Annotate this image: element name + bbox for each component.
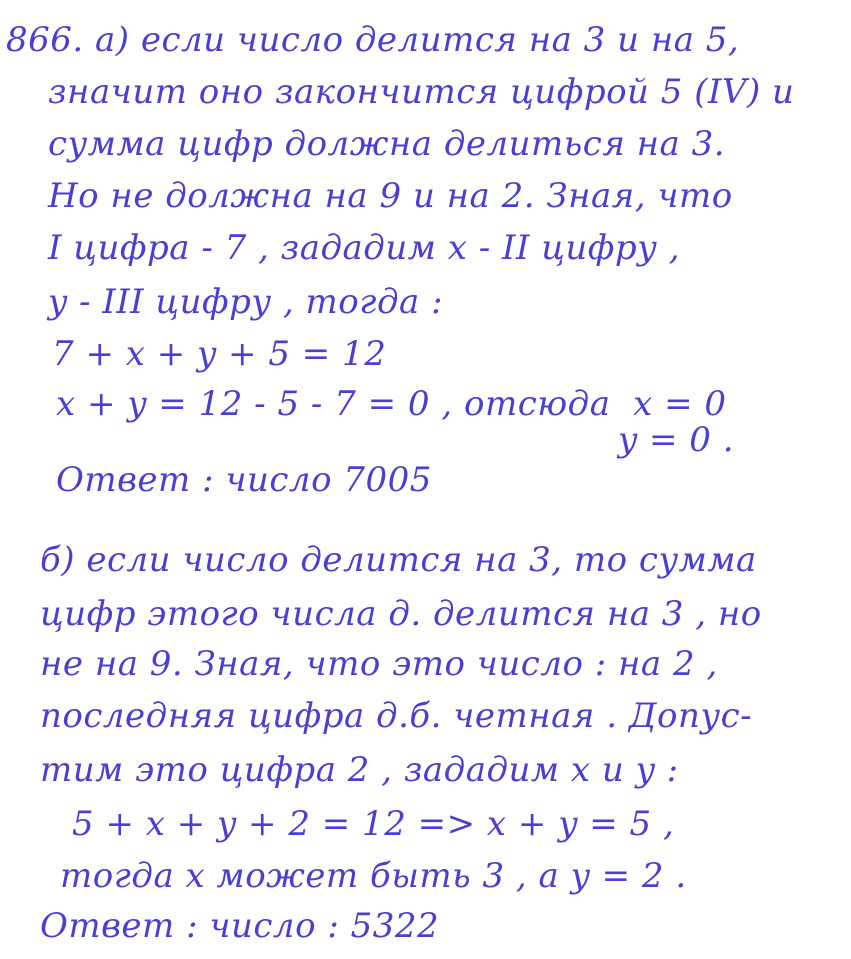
equation-line: y = 0 .	[618, 420, 735, 460]
solution-line: тим это цифра 2 , зададим x и y :	[40, 750, 679, 790]
answer-line: Ответ : число 7005	[56, 460, 432, 500]
equation-line: 7 + x + y + 5 = 12	[52, 334, 387, 374]
equation-line: x + y = 12 - 5 - 7 = 0 , отсюда x = 0	[56, 384, 727, 424]
solution-line: цифр этого числа д. делится на 3 , но	[40, 594, 762, 634]
solution-line: Но не должна на 9 и на 2. Зная, что	[48, 176, 733, 216]
answer-line: Ответ : число : 5322	[40, 906, 440, 946]
solution-line: y - III цифру , тогда :	[48, 282, 444, 322]
solution-line: не на 9. Зная, что это число : на 2 ,	[40, 644, 718, 684]
solution-line: значит оно закончится цифрой 5 (IV) и	[48, 72, 795, 112]
solution-line: последняя цифра д.б. четная . Допус-	[40, 696, 753, 736]
solution-line: I цифра - 7 , зададим x - II цифру ,	[48, 228, 681, 268]
solution-line: 866. а) если число делится на 3 и на 5,	[6, 20, 740, 60]
solution-line: тогда x может быть 3 , а y = 2 .	[60, 856, 687, 896]
solution-line: б) если число делится на 3, то сумма	[40, 540, 757, 580]
solution-line: сумма цифр должна делиться на 3.	[48, 124, 726, 164]
equation-line: 5 + x + y + 2 = 12 => x + y = 5 ,	[72, 804, 675, 844]
